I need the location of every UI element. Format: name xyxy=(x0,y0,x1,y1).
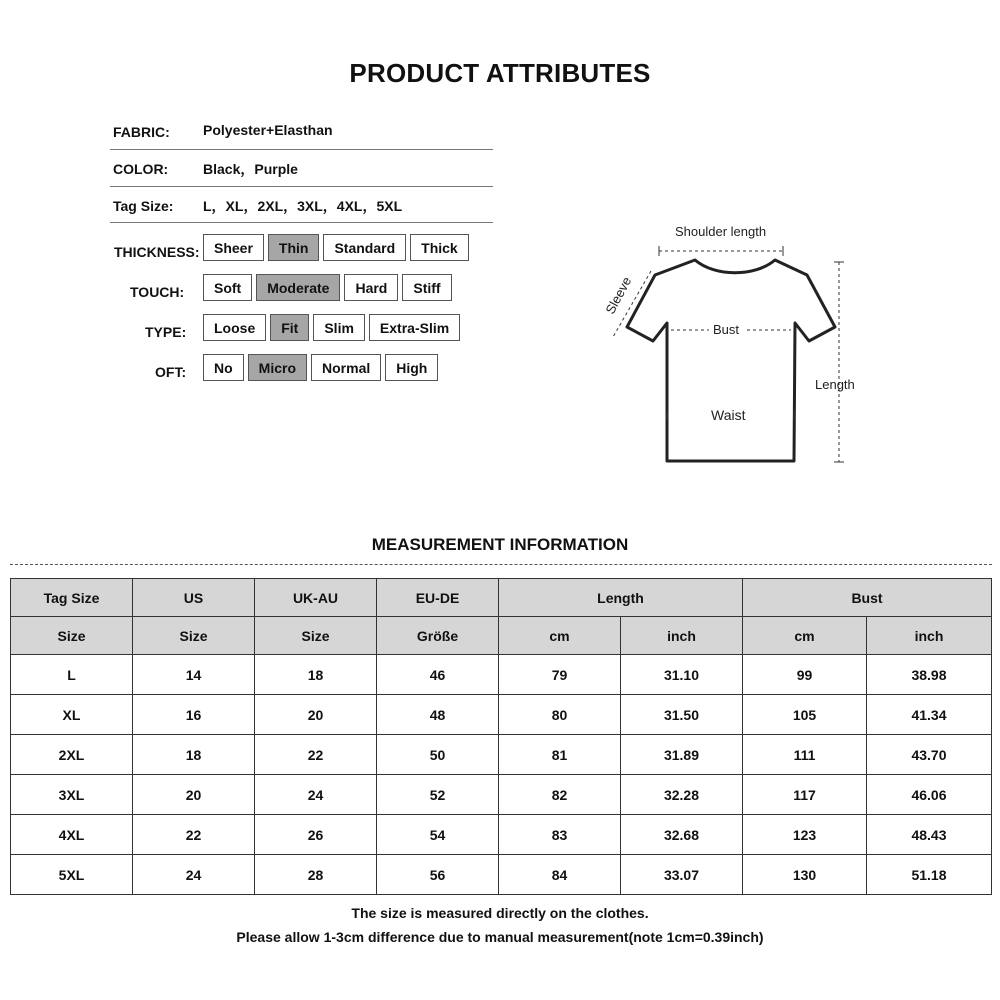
thickness-option-sheer: Sheer xyxy=(203,234,264,261)
table-cell: 54 xyxy=(377,815,499,855)
divider xyxy=(110,222,493,223)
page-title: PRODUCT ATTRIBUTES xyxy=(349,58,651,88)
table-subheader-row xyxy=(11,617,992,655)
divider xyxy=(110,149,493,150)
header-tag-size: Tag Size xyxy=(11,579,133,617)
thickness-options xyxy=(203,234,469,261)
header-eu-de: EU-DE xyxy=(377,579,499,617)
subheader-cell: inch xyxy=(621,617,743,655)
table-cell: 99 xyxy=(743,655,867,695)
type-option-extra-slim: Extra-Slim xyxy=(369,314,460,341)
table-cell: 130 xyxy=(743,855,867,895)
dashed-divider xyxy=(10,564,992,565)
note-line-2: Please allow 1-3cm difference due to manual measurement(note 1cm=0.39inch) xyxy=(236,929,764,945)
header-length: Length xyxy=(499,579,743,617)
tag-size-value: L，XL，2XL，3XL，4XL，5XL xyxy=(203,198,403,214)
length-label: Length xyxy=(815,377,855,392)
table-cell: 82 xyxy=(499,775,621,815)
table-cell: 32.68 xyxy=(621,815,743,855)
waist-label: Waist xyxy=(711,407,746,423)
table-cell: 52 xyxy=(377,775,499,815)
table-cell: 18 xyxy=(133,735,255,775)
table-cell: 46 xyxy=(377,655,499,695)
subheader-cell: Size xyxy=(133,617,255,655)
touch-option-stiff: Stiff xyxy=(402,274,451,301)
table-cell: 111 xyxy=(743,735,867,775)
shoulder-measure-line xyxy=(659,246,783,256)
table-cell: L xyxy=(11,655,133,695)
table-row xyxy=(11,815,992,855)
oft-option-micro: Micro xyxy=(248,354,307,381)
table-cell: 83 xyxy=(499,815,621,855)
header-bust: Bust xyxy=(743,579,992,617)
table-cell: XL xyxy=(11,695,133,735)
oft-option-normal: Normal xyxy=(311,354,381,381)
table-cell: 80 xyxy=(499,695,621,735)
table-cell: 48 xyxy=(377,695,499,735)
table-cell: 18 xyxy=(255,655,377,695)
touch-option-hard: Hard xyxy=(344,274,398,301)
oft-label: OFT: xyxy=(155,364,187,380)
touch-label: TOUCH: xyxy=(130,284,185,300)
fabric-label: FABRIC: xyxy=(113,124,170,140)
table-row xyxy=(11,695,992,735)
table-cell: 56 xyxy=(377,855,499,895)
table-cell: 33.07 xyxy=(621,855,743,895)
table-cell: 43.70 xyxy=(867,735,992,775)
table-cell: 32.28 xyxy=(621,775,743,815)
table-row xyxy=(11,775,992,815)
table-cell: 50 xyxy=(377,735,499,775)
length-measure-line xyxy=(834,262,844,462)
table-cell: 41.34 xyxy=(867,695,992,735)
thickness-label: THICKNESS: xyxy=(114,244,200,260)
touch-option-soft: Soft xyxy=(203,274,252,301)
thickness-option-thick: Thick xyxy=(410,234,469,261)
table-cell: 31.89 xyxy=(621,735,743,775)
subheader-cell: cm xyxy=(743,617,867,655)
table-cell: 48.43 xyxy=(867,815,992,855)
type-option-loose: Loose xyxy=(203,314,266,341)
table-cell: 46.06 xyxy=(867,775,992,815)
subheader-cell: cm xyxy=(499,617,621,655)
table-cell: 105 xyxy=(743,695,867,735)
table-cell: 51.18 xyxy=(867,855,992,895)
subheader-cell: inch xyxy=(867,617,992,655)
sleeve-label: Sleeve xyxy=(602,274,635,317)
type-option-fit: Fit xyxy=(270,314,309,341)
table-cell: 22 xyxy=(255,735,377,775)
oft-option-high: High xyxy=(385,354,438,381)
table-cell: 16 xyxy=(133,695,255,735)
table-row xyxy=(11,655,992,695)
table-cell: 20 xyxy=(133,775,255,815)
header-uk-au: UK-AU xyxy=(255,579,377,617)
table-header-row xyxy=(11,579,992,617)
touch-option-moderate: Moderate xyxy=(256,274,340,301)
table-row xyxy=(11,855,992,895)
bust-label: Bust xyxy=(713,322,740,337)
table-cell: 3XL xyxy=(11,775,133,815)
table-cell: 123 xyxy=(743,815,867,855)
table-cell: 24 xyxy=(133,855,255,895)
type-option-slim: Slim xyxy=(313,314,365,341)
tag-size-label: Tag Size: xyxy=(113,198,174,214)
table-cell: 26 xyxy=(255,815,377,855)
header-us: US xyxy=(133,579,255,617)
tshirt-outline-icon xyxy=(627,260,835,461)
subheader-cell: Size xyxy=(255,617,377,655)
table-cell: 81 xyxy=(499,735,621,775)
table-cell: 4XL xyxy=(11,815,133,855)
subheader-cell: Größe xyxy=(377,617,499,655)
measurement-title: MEASUREMENT INFORMATION xyxy=(371,535,629,554)
table-cell: 2XL xyxy=(11,735,133,775)
table-cell: 31.10 xyxy=(621,655,743,695)
table-cell: 79 xyxy=(499,655,621,695)
touch-options xyxy=(203,274,452,301)
table-cell: 5XL xyxy=(11,855,133,895)
table-cell: 38.98 xyxy=(867,655,992,695)
type-options xyxy=(203,314,460,341)
fabric-value: Polyester+Elasthan xyxy=(203,122,333,138)
thickness-option-thin: Thin xyxy=(268,234,320,261)
table-cell: 24 xyxy=(255,775,377,815)
tshirt-diagram xyxy=(595,215,875,480)
table-cell: 84 xyxy=(499,855,621,895)
subheader-cell: Size xyxy=(11,617,133,655)
thickness-option-standard: Standard xyxy=(323,234,406,261)
measurement-table xyxy=(10,578,992,895)
table-cell: 14 xyxy=(133,655,255,695)
color-label: COLOR: xyxy=(113,161,169,177)
table-cell: 117 xyxy=(743,775,867,815)
table-cell: 28 xyxy=(255,855,377,895)
table-row xyxy=(11,735,992,775)
table-cell: 22 xyxy=(133,815,255,855)
shoulder-length-label: Shoulder length xyxy=(675,224,767,239)
table-cell: 31.50 xyxy=(621,695,743,735)
type-label: TYPE: xyxy=(145,324,187,340)
oft-options xyxy=(203,354,438,381)
color-value: Black，Purple xyxy=(203,161,298,177)
note-line-1: The size is measured directly on the clothes. xyxy=(351,905,649,921)
oft-option-no: No xyxy=(203,354,244,381)
divider xyxy=(110,186,493,187)
table-cell: 20 xyxy=(255,695,377,735)
